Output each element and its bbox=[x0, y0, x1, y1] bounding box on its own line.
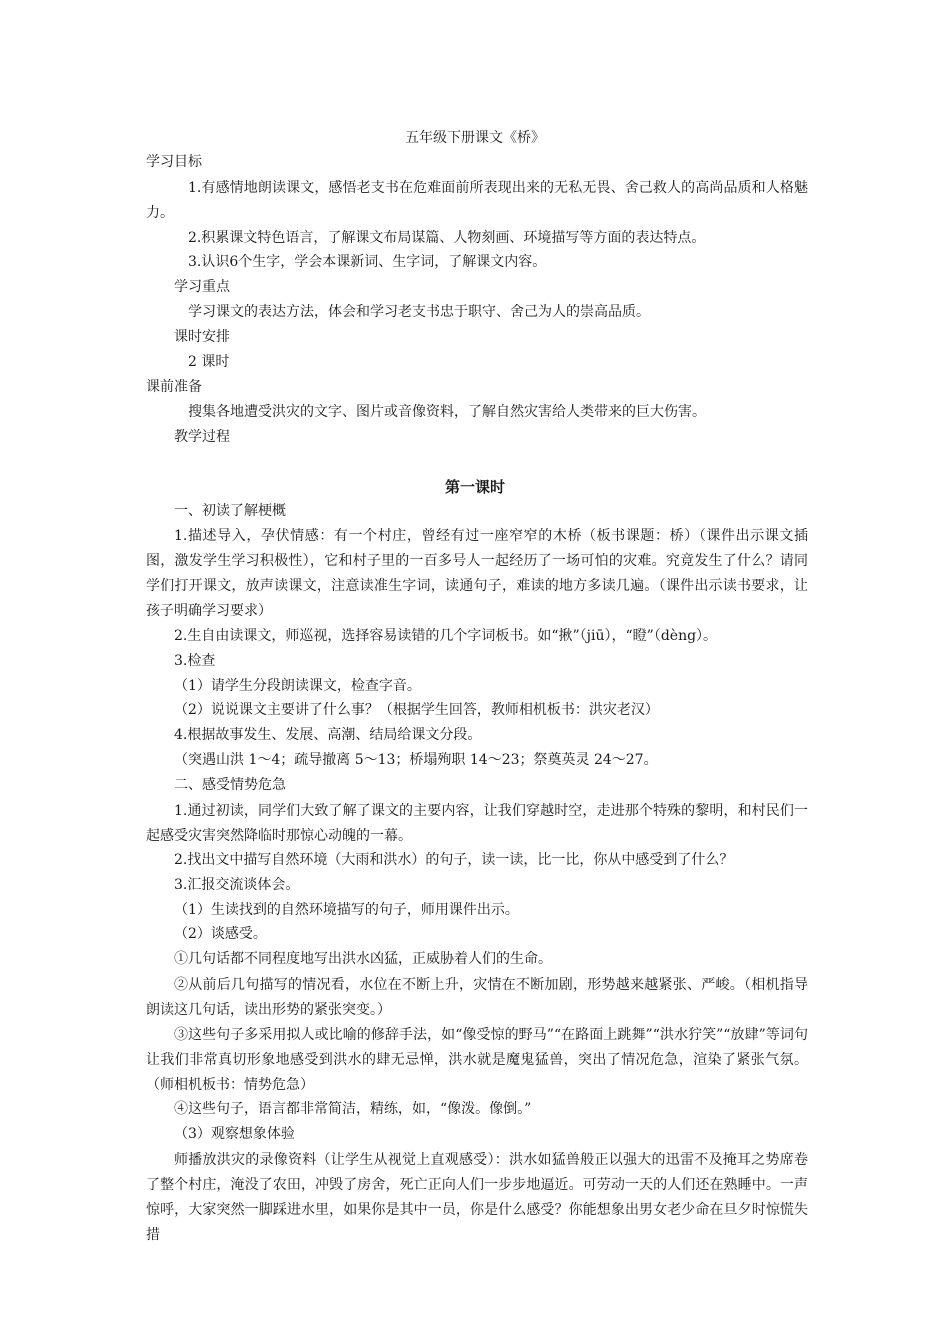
comment-4: ④这些句子，语言都非常简洁，精练，如，“像泼。像倒。” bbox=[174, 1101, 532, 1117]
paragraph-4: 4.根据故事发生、发展、高潮、结局给课文分段。 bbox=[174, 727, 482, 743]
lesson-1-heading: 第一课时 bbox=[444, 478, 505, 496]
paragraph-2: 2.生自由读课文，师巡视，选择容易读错的几个字词板书。如“揪”（jiū），“瞪”（dèng）。 bbox=[174, 628, 718, 644]
paragraph-q3a: （1）生读找到的自然环境描写的句子，师用课件出示。 bbox=[174, 902, 519, 918]
key-points-heading: 学习重点 bbox=[174, 279, 230, 295]
comment-3: ③这些句子多采用拟人或比喻的修辞手法，如“像受惊的野马”“在路面上跳舞”“洪水狞笑”“放肆”等词句让我们非常真切形象地感受到洪水的肆无忌惮，洪水就是魔鬼猛兽，突出了情况危急，渲染了紧张气氛。（师相机板书：情势危急） bbox=[146, 1027, 808, 1093]
document-title: 五年级下册课文《桥》 bbox=[405, 130, 545, 146]
paragraph-3b: （2）说说课文主要讲了什么事？（根据学生回答，教师相机板书：洪灾老汉） bbox=[174, 702, 659, 718]
paragraph-4a: （突遇山洪 1～4；疏导撤离 5～13；桥塌殉职 14～23；祭奠英灵 24～27。 bbox=[174, 752, 658, 768]
key-points-text: 学习课文的表达方法，体会和学习老支书忠于职守、舍己为人的崇高品质。 bbox=[188, 304, 650, 320]
objective-3: 3.认识6个生字，学会本课新词、生字词，了解课文内容。 bbox=[188, 254, 547, 270]
prep-text: 搜集各地遭受洪灾的文字、图片或音像资料，了解自然灾害给人类带来的巨大伤害。 bbox=[188, 404, 706, 420]
paragraph-q3c: （3）观察想象体验 bbox=[174, 1126, 295, 1142]
paragraph-3: 3.检查 bbox=[174, 653, 216, 669]
paragraph-3a: （1）请学生分段朗读课文，检查字音。 bbox=[174, 678, 421, 694]
objective-2: 2.积累课文特色语言，了解课文布局谋篇、人物刻画、环境描写等方面的表达特点。 bbox=[188, 230, 706, 246]
schedule-heading: 课时安排 bbox=[174, 329, 230, 345]
process-heading: 教学过程 bbox=[174, 429, 230, 445]
objectives-heading: 学习目标 bbox=[146, 154, 202, 170]
objective-1: 1.有感情地朗读课文，感悟老支书在危难面前所表现出来的无私无畏、舍己救人的高尚品质和人格魅力。 bbox=[146, 180, 808, 221]
comment-1: ①几句话都不同程度地写出洪水凶猛，正威胁着人们的生命。 bbox=[174, 951, 552, 967]
paragraph-q2: 2.找出文中描写自然环境（大雨和洪水）的句子，读一读，比一比，你从中感受到了什么？ bbox=[174, 852, 734, 868]
schedule-text: 2 课时 bbox=[188, 354, 230, 370]
paragraph-q3: 3.汇报交流谈体会。 bbox=[174, 877, 300, 893]
comment-2: ②从前后几句描写的情况看，水位在不断上升，灾情在不断加剧，形势越来越紧张、严峻。（相机指导朗读这几句话，读出形势的紧张突变。） bbox=[146, 977, 808, 1018]
paragraph-q3b: （2）谈感受。 bbox=[174, 926, 267, 942]
prep-heading: 课前准备 bbox=[146, 379, 202, 395]
section-1-heading: 一、初读了解梗概 bbox=[174, 503, 286, 519]
paragraph-q3c-text: 师播放洪灾的录像资料（让学生从视觉上直观感受）：洪水如猛兽般正以强大的迅雷不及掩耳之势席卷了整个村庄，淹没了农田，冲毁了房舍，死亡正向人们一步步地逼近。可劳动一天的人们还在熟睡中。一声惊呼，大家突然一脚踩进水里，如果你是其中一员，你是什么感受？你能想象出男女老少命在旦夕时惊慌失措 bbox=[146, 1152, 808, 1243]
section-2-heading: 二、感受情势危急 bbox=[174, 777, 286, 793]
paragraph-1: 1.描述导入，孕伏情感：有一个村庄，曾经有过一座窄窄的木桥（板书课题：桥）（课件出示课文插图，激发学生学习积极性），它和村子里的一百多号人一起经历了一场可怕的灾难。究竟发生了什么？请同学们打开课文，放声读课文，注意读准生字词，读通句子，难读的地方多读几遍。（课件出示读书要求，让孩子明确学习要求） bbox=[146, 528, 808, 619]
paragraph-q1: 1.通过初读，同学们大致了解了课文的主要内容，让我们穿越时空，走进那个特殊的黎明，和村民们一起感受灾害突然降临时那惊心动魄的一幕。 bbox=[146, 803, 808, 844]
